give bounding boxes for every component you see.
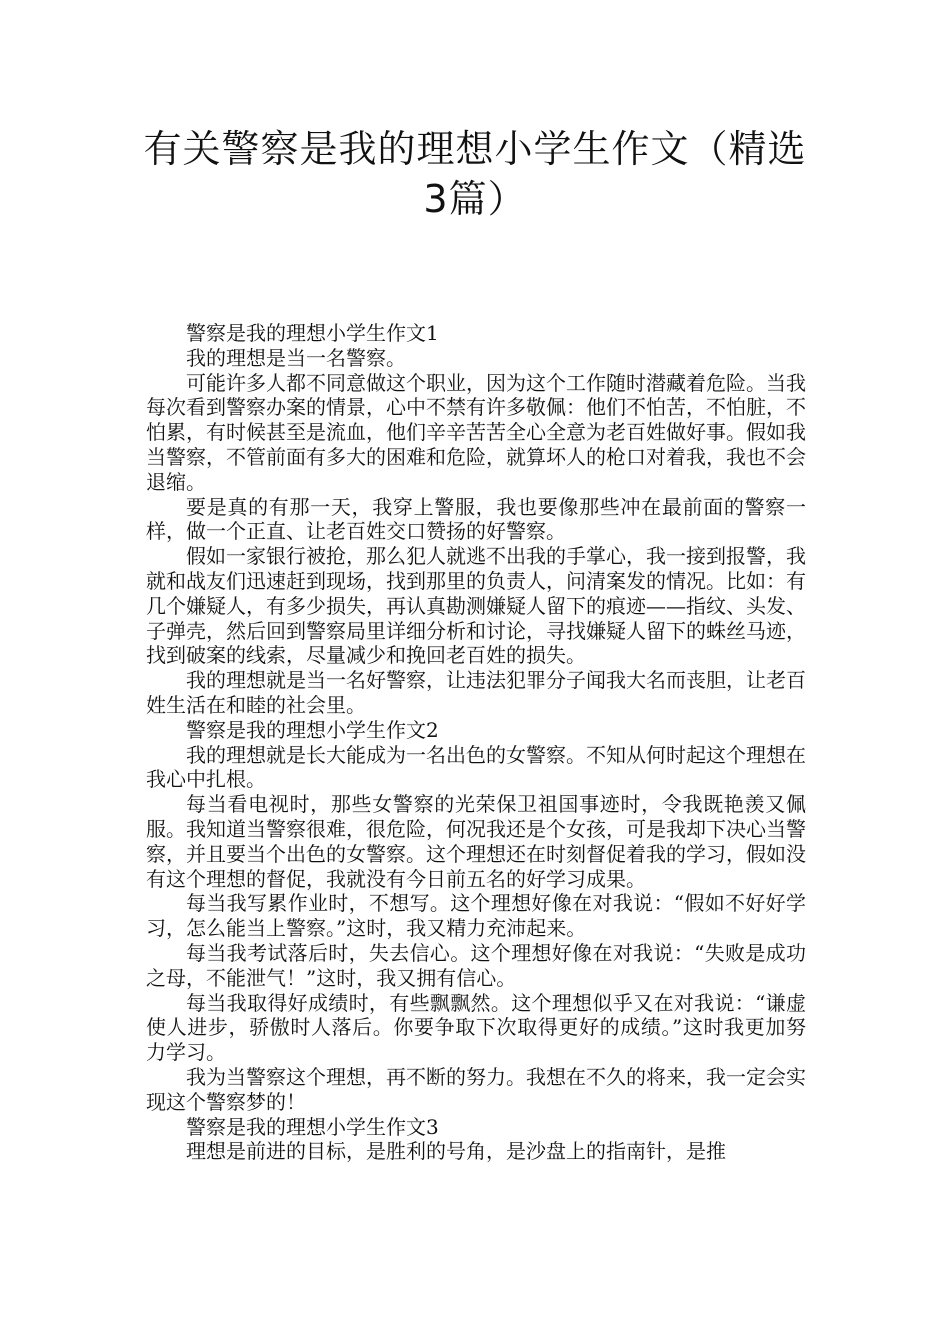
paragraph: 我的理想是当一名警察。 [186,345,406,370]
paragraph: 理想是前进的目标，是胜利的号角，是沙盘上的指南针，是推 [186,1139,726,1164]
paragraph: 要是真的有那一天，我穿上警服，我也要像那些冲在最前面的警察一样，做一个正直、让老百姓交口赞扬的好警察。 [146,494,806,544]
essay-heading-1: 警察是我的理想小学生作文1 [186,321,439,345]
document-body [146,321,806,1164]
paragraph: 假如一家银行被抢，那么犯人就逃不出我的手掌心，我一接到报警，我就和战友们迅速赶到现场，找到那里的负责人，问清案发的情况。比如：有几个嫌疑人，有多少损失，再认真勘测嫌疑人留下的痕迹——指纹、头发、子弹壳，然后回到警察局里详细分析和讨论，寻找嫌疑人留下的蛛丝马迹，找到破案的线索，尽量减少和挽回老百姓的损失。 [146,544,806,668]
paragraph: 可能许多人都不同意做这个职业，因为这个工作随时潜藏着危险。当我每次看到警察办案的情景，心中不禁有许多敬佩：他们不怕苦，不怕脏，不怕累，有时候甚至是流血，他们辛辛苦苦全心全意为老百姓做好事。假如我当警察，不管前面有多大的困难和危险，就算坏人的枪口对着我，我也不会退缩。 [146,370,806,494]
paragraph: 我为当警察这个理想，再不断的努力。我想在不久的将来，我一定会实现这个警察梦的！ [146,1064,806,1114]
paragraph: 我的理想就是长大能成为一名出色的女警察。不知从何时起这个理想在我心中扎根。 [146,742,806,792]
essay-heading-3: 警察是我的理想小学生作文3 [186,1114,439,1139]
paragraph: 每当我考试落后时，失去信心。这个理想好像在对我说：“失败是成功之母，不能泄气！”这时，我又拥有信心。 [146,940,806,990]
paragraph: 我的理想就是当一名好警察，让违法犯罪分子闻我大名而丧胆，让老百姓生活在和睦的社会里。 [146,668,806,717]
essay-heading-2: 警察是我的理想小学生作文2 [186,717,439,742]
paragraph: 每当看电视时，那些女警察的光荣保卫祖国事迹时，令我既艳羡又佩服。我知道当警察很难，很危险，何况我还是个女孩，可是我却下决心当警察，并且要当个出色的女警察。这个理想还在时刻督促着我的学习，假如没有这个理想的督促，我就没有今日前五名的好学习成果。 [146,792,806,891]
paragraph: 每当我取得好成绩时，有些飘飘然。这个理想似乎又在对我说：“谦虚使人进步，骄傲时人落后。你要争取下次取得更好的成绩。”这时我更加努力学习。 [146,990,806,1065]
paragraph: 每当我写累作业时，不想写。这个理想好像在对我说：“假如不好好学习，怎么能当上警察。”这时，我又精力充沛起来。 [146,891,806,941]
document-title: 有关警察是我的理想小学生作文（精选3篇） [143,127,807,221]
